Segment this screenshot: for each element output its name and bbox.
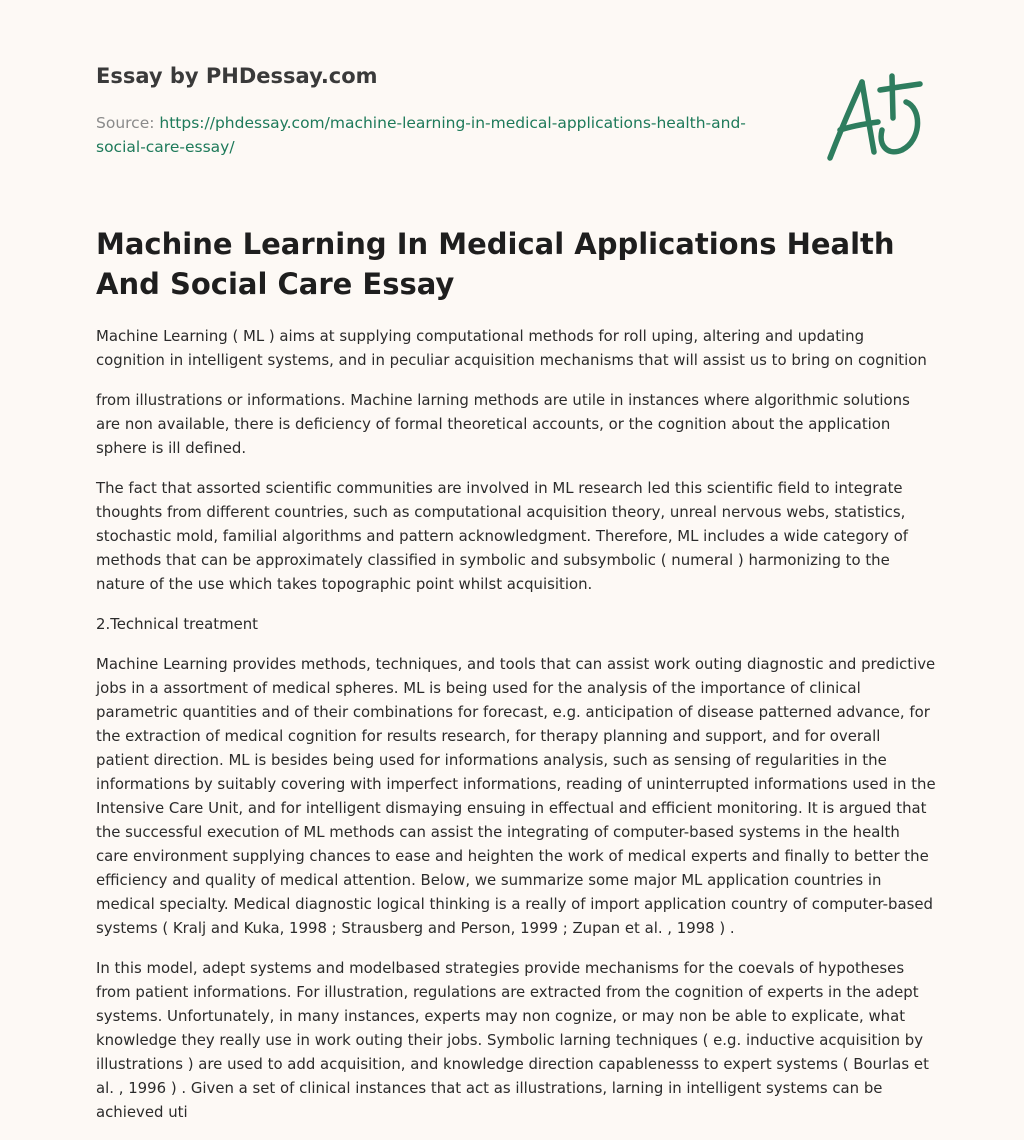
- essay-paragraph: Machine Learning provides methods, techniques, and tools that can assist work outing diagnostic and predictive jobs in a assortment of medical spheres. ML is being used for the analysis of the importance of clinical parametric quantities and of their combinations for forecast, e.g. anticipation of disease patterned advance, for the extraction of medical cognition for results research, for therapy planning and support, and for overall patient direction. ML is besides being used for informations analysis, such as sensing of regularities in the informations by suitably covering with imperfect informations, reading of uninterrupted informations used in the Intensive Care Unit, and for intelligent dismaying ensuing in effectual and efficient monitoring. It is argued that the successful execution of ML methods can assist the integrating of computer-based systems in the health care environment supplying chances to ease and heighten the work of medical experts and finally to better the efficiency and quality of medical attention. Below, we summarize some major ML application countries in medical specialty. Medical diagnostic logical thinking is a really of import application country of computer-based systems ( Kralj and Kuka, 1998 ; Strausberg and Person, 1999 ; Zupan et al. , 1998 ) .: [96, 655, 936, 937]
- essay-paragraph: Machine Learning ( ML ) aims at supplying computational methods for roll uping, altering and updating cognition in intelligent systems, and in peculiar acquisition mechanisms that will assist us to bring on cognition: [96, 327, 927, 369]
- essay-body: [96, 324, 936, 1140]
- source-line: [96, 111, 756, 159]
- essay-paragraph: In this model, adept systems and modelbased strategies provide mechanisms for the coevals of hypotheses from patient informations. For illustration, regulations are extracted from the cognition of experts in the adept systems. Unfortunately, in many instances, experts may non cognize, or may non be able to explicate, what knowledge they really use in work outing their jobs. Symbolic larning techniques ( e.g. inductive acquisition by illustrations ) are used to add acquisition, and knowledge direction capablenesss to expert systems ( Bourlas et al. , 1996 ) . Given a set of clinical instances that act as illustrations, larning in intelligent systems can be achieved uti: [96, 959, 929, 1121]
- source-link[interactable]: https://phdessay.com/machine-learning-in-medical-applications-health-and-social-care-essay/: [96, 114, 746, 156]
- source-label: Source:: [96, 114, 155, 132]
- site-title: Essay by PHDessay.com: [96, 64, 378, 88]
- a-plus-logo-icon: [818, 66, 930, 166]
- essay-title: Machine Learning In Medical Applications Health And Social Care Essay: [96, 227, 895, 301]
- essay-paragraph: from illustrations or informations. Machine larning methods are utile in instances where algorithmic solutions are non available, there is deficiency of formal theoretical accounts, or the cognition about the application sphere is ill defined.: [96, 391, 910, 457]
- essay-paragraph: The fact that assorted scientific communities are involved in ML research led this scientific field to integrate thoughts from different countries, such as computational acquisition theory, unreal nervous webs, statistics, stochastic mold, familial algorithms and pattern acknowledgment. Therefore, ML includes a wide category of methods that can be approximately classified in symbolic and subsymbolic ( numeral ) harmonizing to the nature of the use which takes topographic point whilst acquisition.: [96, 479, 909, 593]
- section-heading: 2.Technical treatment: [96, 615, 259, 633]
